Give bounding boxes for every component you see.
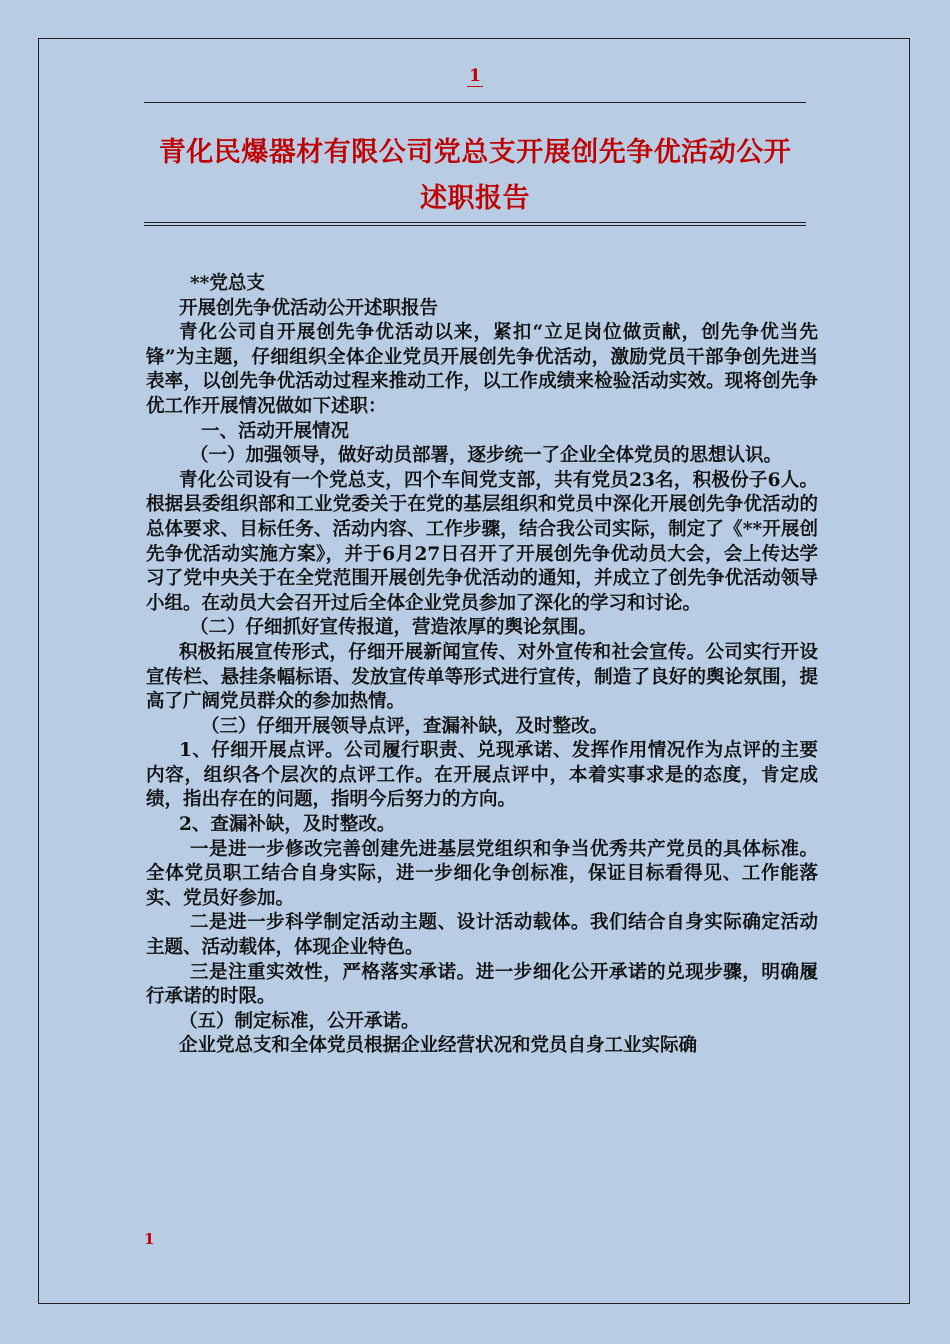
paragraph: **党总支	[190, 273, 265, 294]
paragraph: 青化公司设有一个党总支，四个车间党支部，共有党员23名，积极份子6人。根据县委组织部和工业党委关于在党的基层组织和党员中深化开展创先争优活动的总体要求、目标任务、活动内容、工作步骤，结合我公司实际，制定了《**开展创先争优活动实施方案》，并于6月27日召开了开展创先争优动员大会，会上传达学习了党中央关于在全党范围开展创先争优活动的通知，并成立了创先争优活动领导小组。在动员大会召开过后全体企业党员参加了深化的学习和讨论。	[146, 469, 818, 614]
subsection-heading: （五）制定标准，公开承诺。	[179, 1010, 420, 1032]
header-rule	[144, 102, 806, 103]
paragraph: 一是进一步修改完善创建先进基层党组织和争当优秀共产党员的具体标准。全体党员职工结合自身实际，进一步细化争创标准，保证目标看得见、工作能落实、党员好参加。	[146, 838, 818, 909]
paragraph: 1、仔细开展点评。公司履行职责、兑现承诺、发挥作用情况作为点评的主要内容，组织各个层次的点评工作。在开展点评中，本着实事求是的态度，肯定成绩，指出存在的问题，指明今后努力的方向。	[146, 740, 818, 811]
paragraph: 二是进一步科学制定活动主题、设计活动载体。我们结合自身实际确定活动主题、活动载体，体现企业特色。	[146, 912, 818, 959]
paragraph: 三是注重实效性，严格落实承诺。进一步细化公开承诺的兑现步骤，明确履行承诺的时限。	[146, 961, 818, 1008]
paragraph: 开展创先争优活动公开述职报告	[179, 297, 439, 319]
header-page-number	[0, 66, 950, 86]
title-line-1: 青化民爆器材有限公司党总支开展创先争优活动公开	[158, 137, 792, 168]
document-body	[146, 272, 818, 1059]
subsection-heading: （二）仔细抓好宣传报道，营造浓厚的舆论氛围。	[190, 617, 598, 639]
document-title	[144, 130, 806, 222]
section-heading: 一、活动开展情况	[201, 420, 350, 442]
title-rule-top	[144, 222, 806, 223]
paragraph: 积极拓展宣传形式，仔细开展新闻宣传、对外宣传和社会宣传。公司实行开设宣传栏、悬挂条幅标语、发放宣传单等形式进行宣传，制造了良好的舆论氛围，提高了广阔党员群众的参加热情。	[146, 641, 818, 713]
footer-page-number: 1	[144, 1230, 155, 1248]
paragraph: 2、查漏补缺，及时整改。	[179, 814, 396, 836]
title-line-2: 述职报告	[420, 183, 530, 214]
paragraph: 企业党总支和全体党员根据企业经营状况和党员自身工业实际确	[179, 1035, 698, 1057]
title-rule-bottom	[144, 225, 806, 226]
paragraph: 青化公司自开展创先争优活动以来，紧扣“立足岗位做贡献，创先争优当先锋”为主题，仔细组织全体企业党员开展创先争优活动，激励党员干部争创先进当表率，以创先争优活动过程来推动工作，以工作成绩来检验活动实效。现将创先争优工作开展情况做如下述职：	[146, 322, 818, 417]
subsection-heading: （一）加强领导，做好动员部署，逐步统一了企业全体党员的思想认识。	[190, 445, 783, 467]
subsection-heading: （三）仔细开展领导点评，查漏补缺，及时整改。	[201, 715, 609, 737]
header-page-number-text: 1	[469, 66, 481, 86]
